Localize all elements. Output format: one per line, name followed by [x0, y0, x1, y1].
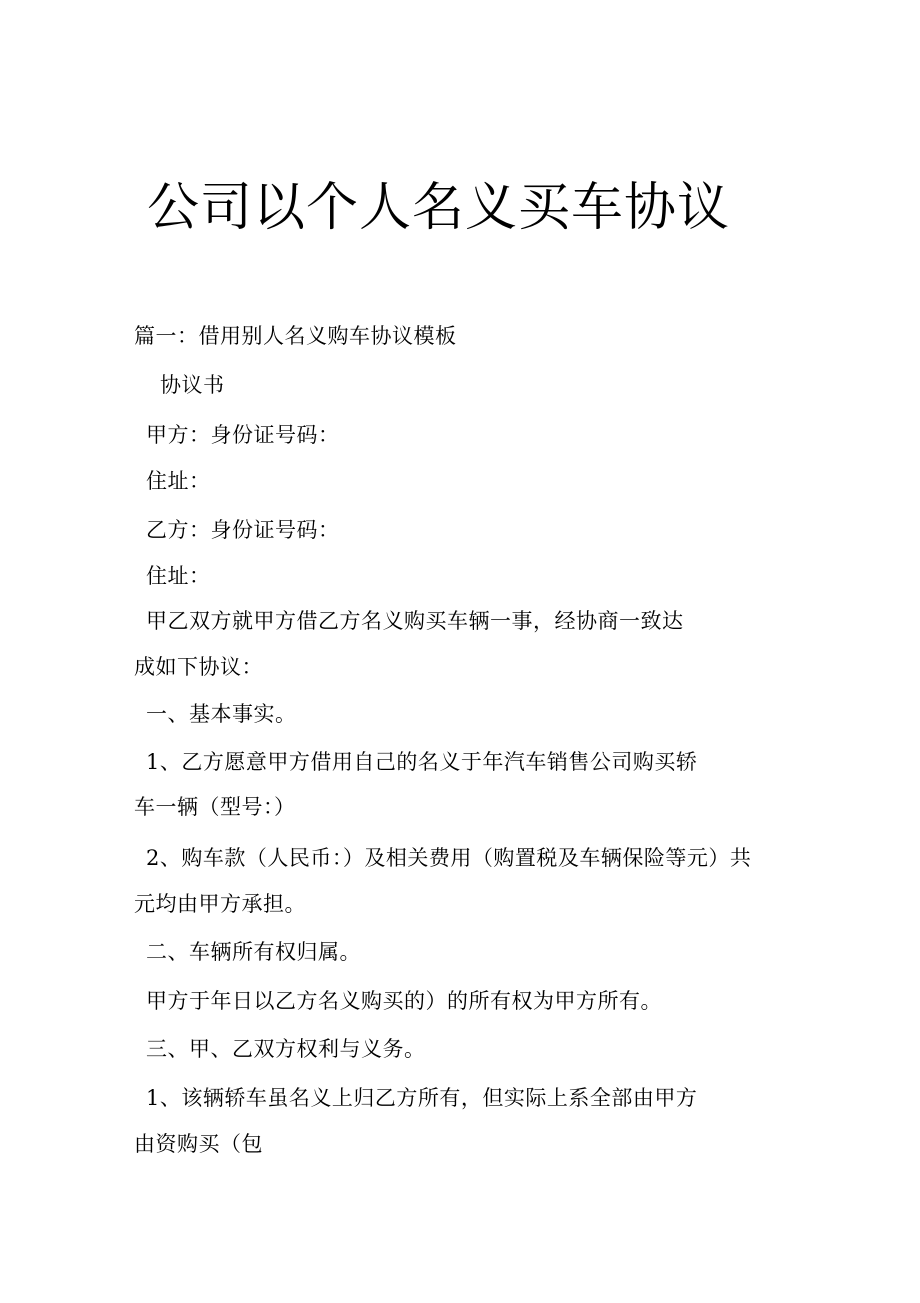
party-a-id-line: 甲方：身份证号码：: [146, 423, 340, 447]
body-paragraph-line: 1、乙方愿意甲方借用自己的名义于年汽车销售公司购买轿: [146, 750, 698, 774]
clause-heading: 二、车辆所有权归属。: [146, 940, 361, 964]
party-a-address-line: 住址：: [146, 469, 211, 493]
clause-heading: 一、基本事实。: [146, 702, 297, 726]
body-paragraph-line: 1、该辆轿车虽名义上归乙方所有，但实际上系全部由甲方: [146, 1086, 698, 1110]
party-b-address-line: 住址：: [146, 564, 211, 588]
body-paragraph-line: 元均由甲方承担。: [134, 892, 306, 916]
body-paragraph-line: 甲方于年日以乙方名义购买的）的所有权为甲方所有。: [146, 989, 662, 1013]
body-paragraph-line: 由资购买（包: [134, 1132, 263, 1156]
party-b-id-line: 乙方：身份证号码：: [146, 518, 340, 542]
document-title: 公司以个人名义买车协议: [147, 178, 731, 238]
agreement-heading: 协议书: [160, 373, 225, 397]
body-paragraph-line: 甲乙双方就甲方借乙方名义购买车辆一事，经协商一致达: [146, 609, 684, 633]
body-paragraph-line: 车一辆（型号：）: [134, 795, 296, 819]
body-paragraph-line: 成如下协议：: [134, 655, 263, 679]
section-heading: 篇一：借用别人名义购车协议模板: [134, 324, 457, 348]
body-paragraph-line: 2、购车款（人民币：）及相关费用（购置税及车辆保险等元）共: [146, 846, 752, 870]
clause-heading: 三、甲、乙双方权利与义务。: [146, 1037, 426, 1061]
